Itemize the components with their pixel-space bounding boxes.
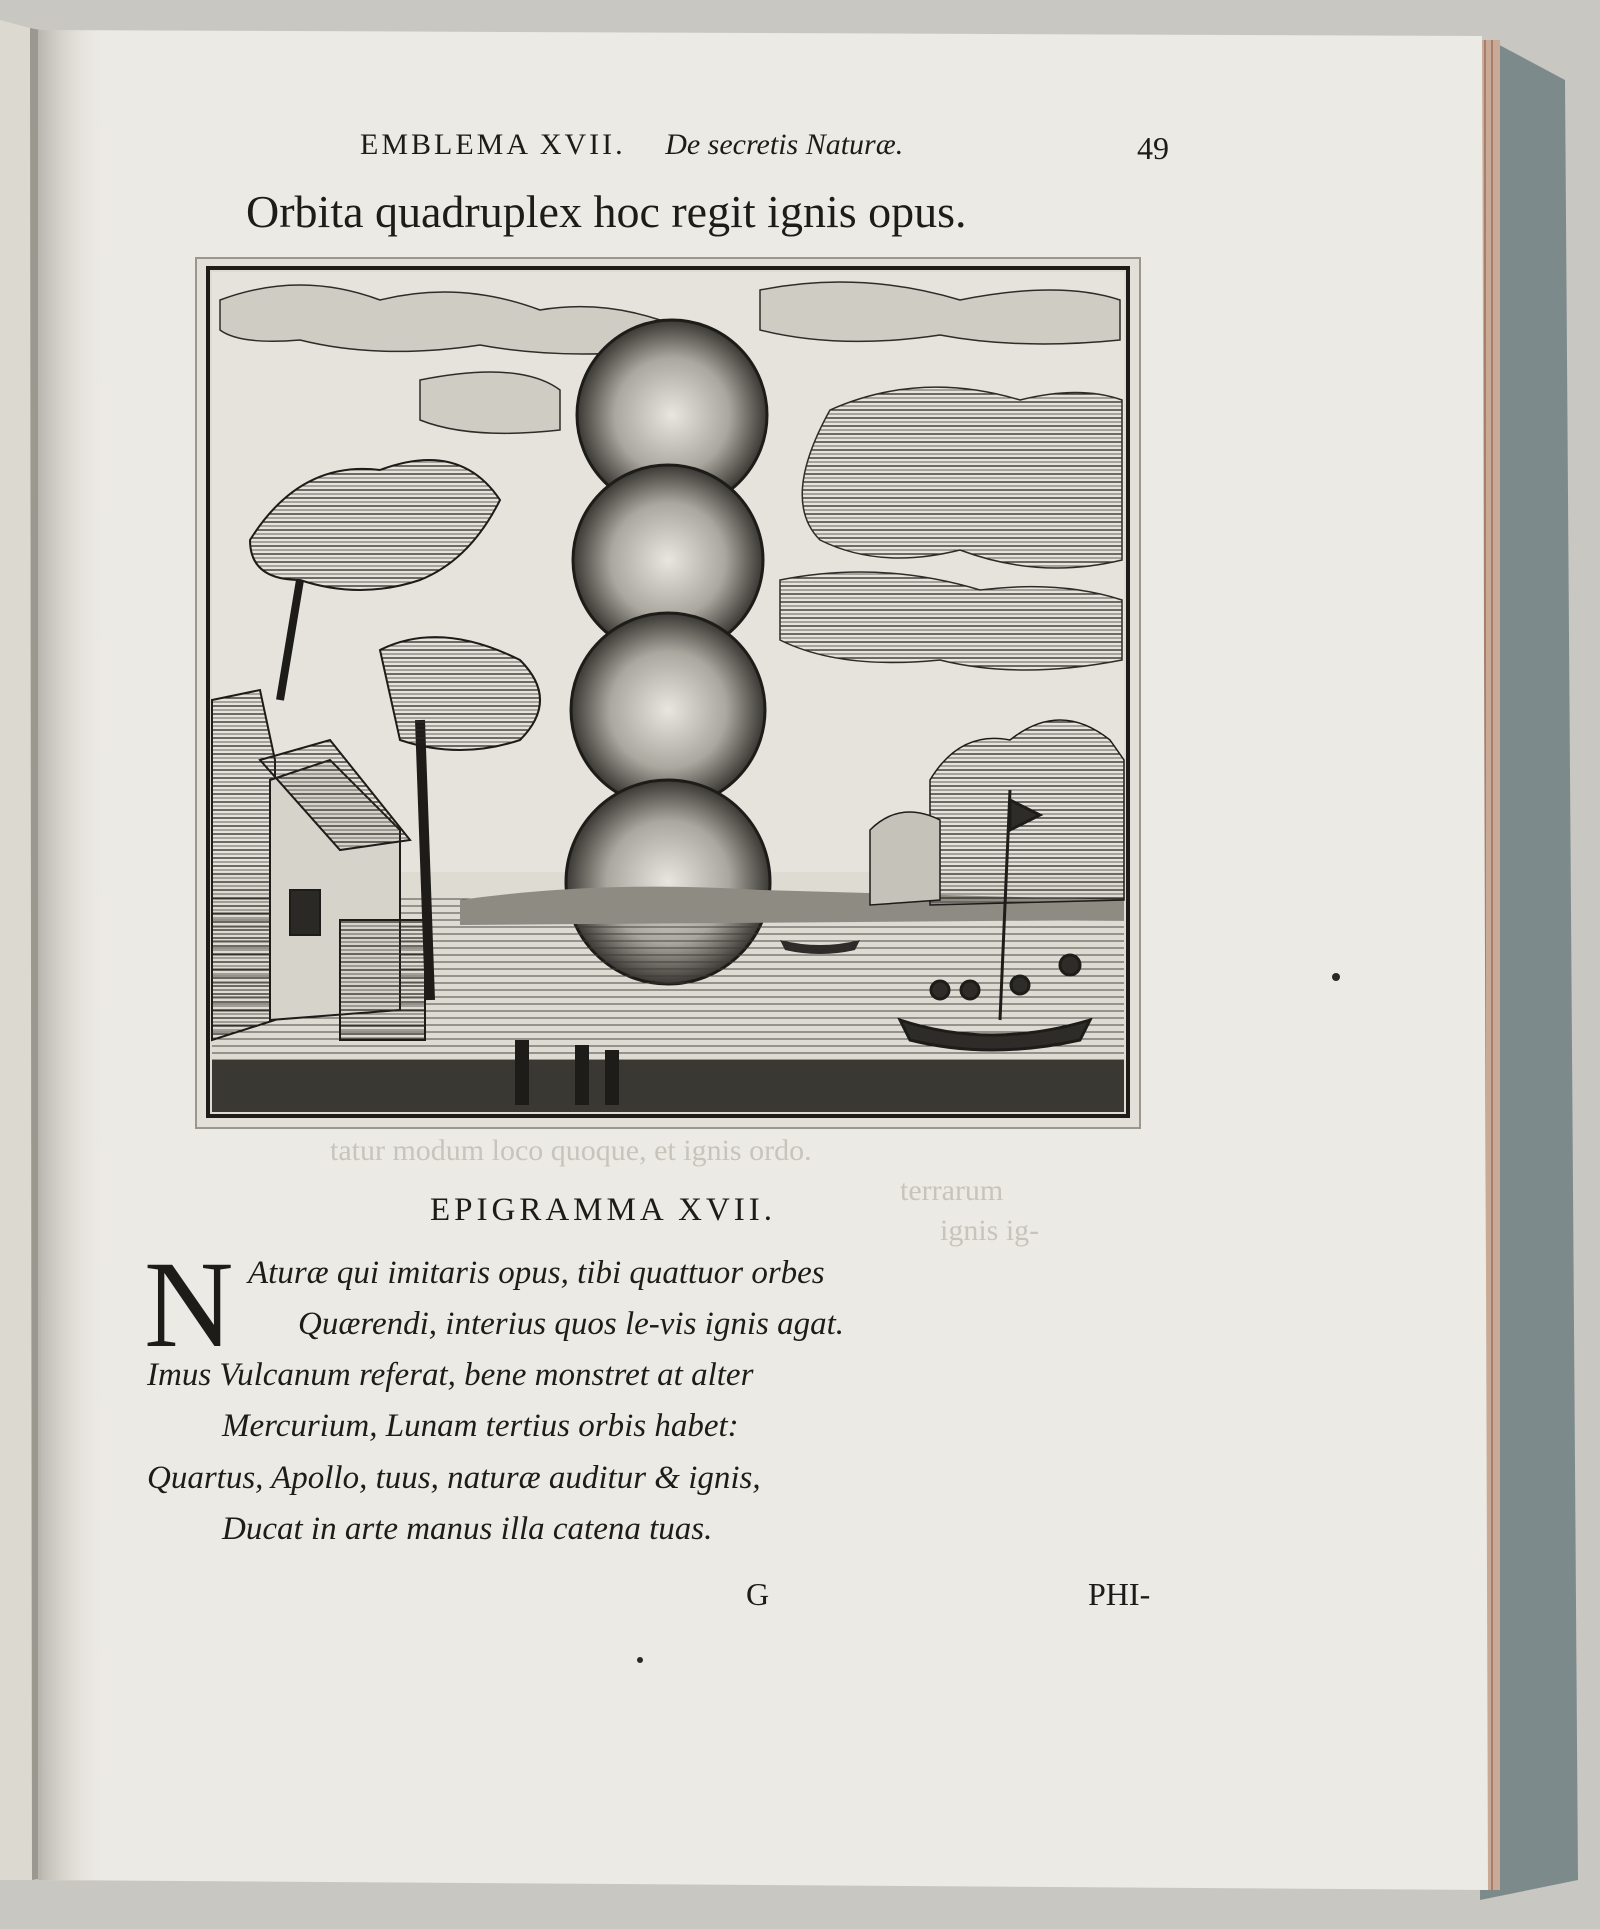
- verse-line-5: Quartus, Apollo, tuus, naturæ auditur & ignis,: [147, 1460, 761, 1496]
- motto: Orbita quadruplex hoc regit ignis opus.: [246, 186, 967, 237]
- epigram-title: EPIGRAMMA XVII.: [430, 1192, 777, 1228]
- page-number: 49: [1137, 130, 1169, 166]
- running-head: [360, 127, 903, 162]
- verse-line-3: Imus Vulcanum referat, bene monstret at alter: [147, 1357, 754, 1393]
- signature-mark: G: [746, 1576, 770, 1612]
- sphere-3: [571, 613, 765, 807]
- svg-text:terrarum: terrarum: [900, 1174, 1004, 1207]
- verse-line-6: Ducat in arte manus illa catena tuas.: [222, 1511, 713, 1547]
- left-page-edge: [0, 20, 32, 1880]
- catchword: PHI-: [1088, 1576, 1151, 1612]
- verse-line-1: Aturæ qui imitaris opus, tibi quattuor orbes: [248, 1255, 825, 1291]
- svg-text:ignis ig-: ignis ig-: [940, 1214, 1040, 1247]
- four-spheres: [566, 320, 770, 984]
- engraving: [208, 268, 1128, 1116]
- svg-text:tatur modum loco quoque, et ig: tatur modum loco quoque, et ignis ordo.: [330, 1134, 812, 1167]
- running-head-title: EMBLEMA XVII.: [360, 128, 626, 161]
- running-head-subtitle: De secretis Naturæ.: [665, 128, 904, 161]
- drop-cap: N: [144, 1236, 234, 1373]
- verse-line-4: Mercurium, Lunam tertius orbis habet:: [222, 1408, 739, 1444]
- verse-line-2: Quærendi, interius quos le-vis ignis agat.: [298, 1306, 845, 1342]
